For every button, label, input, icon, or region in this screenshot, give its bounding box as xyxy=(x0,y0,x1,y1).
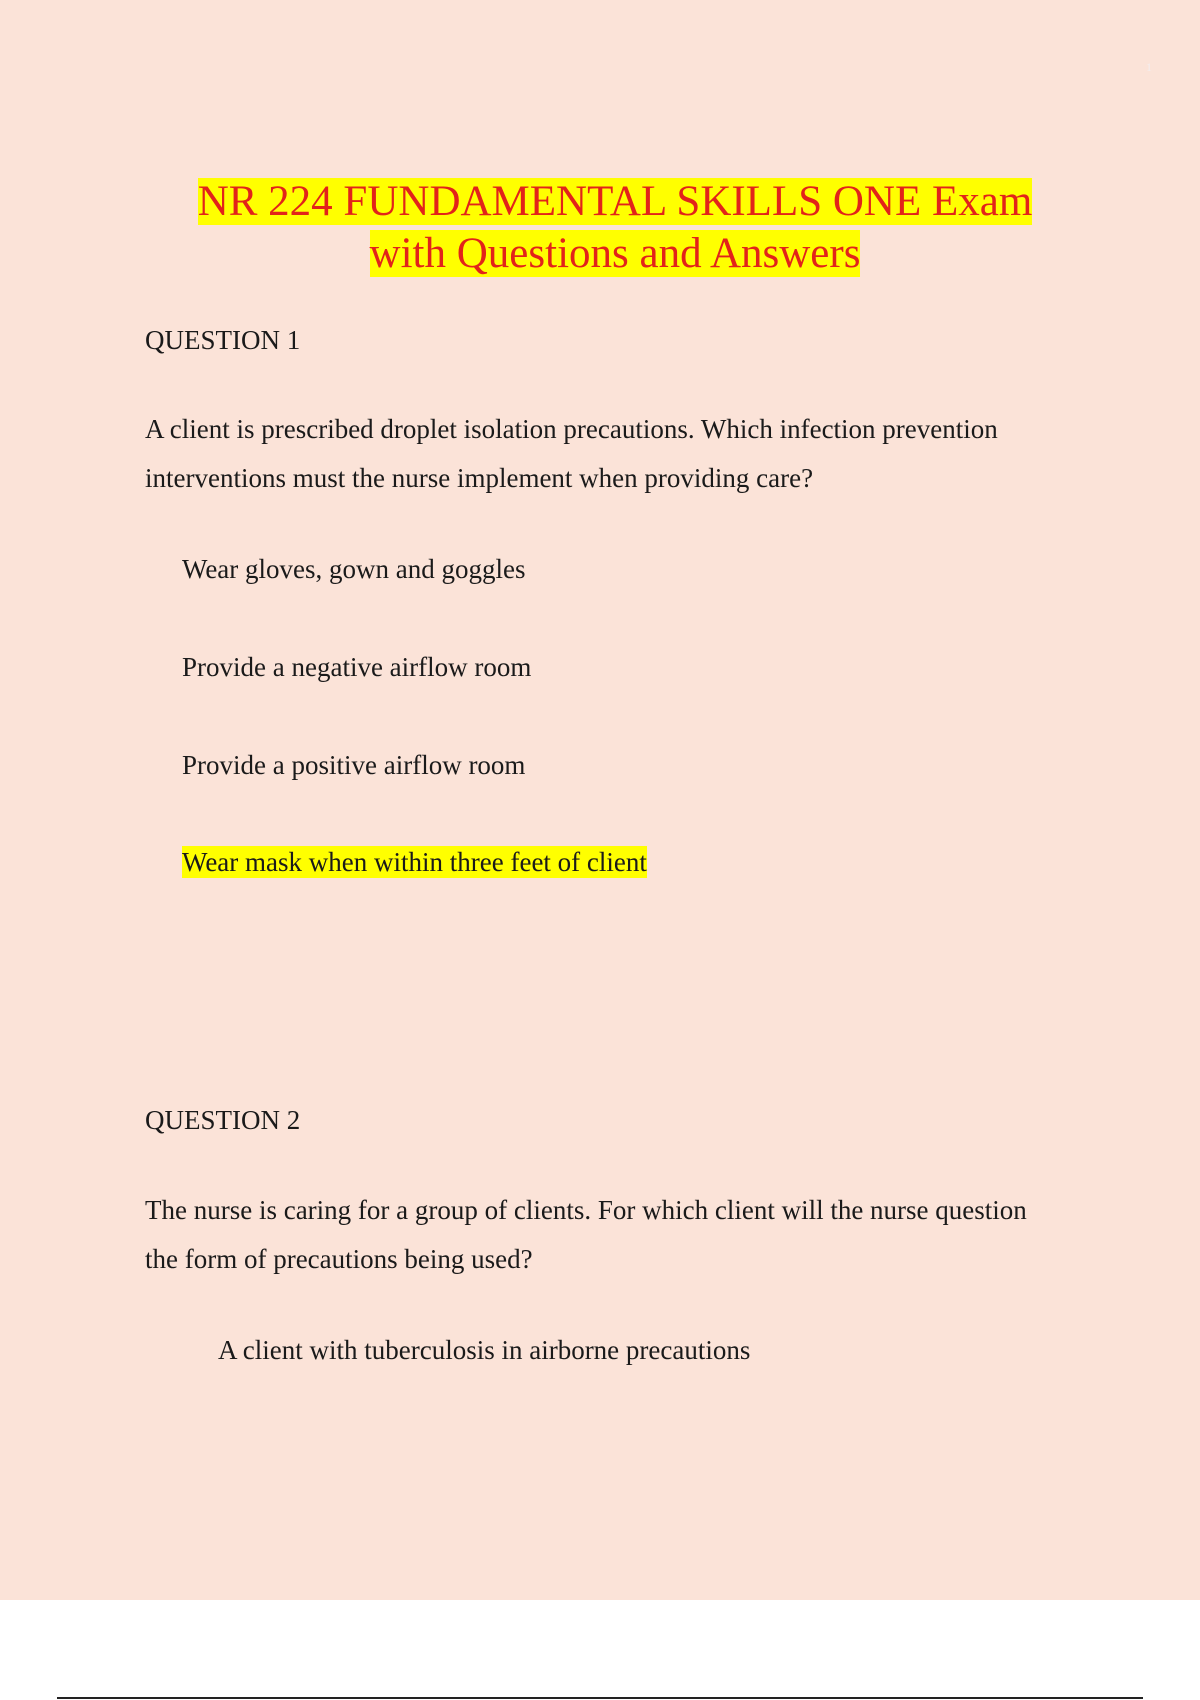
document-title xyxy=(100,176,1130,280)
question-2-option-1: A client with tuberculosis in airborne precautions xyxy=(218,1335,751,1365)
title-line-2: with Questions and Answers xyxy=(369,230,861,277)
question-1-option-2: Provide a negative airflow room xyxy=(182,652,532,682)
question-1-text: A client is prescribed droplet isolation precautions. Which infection prevention interventions must the nurse implement when providing care? xyxy=(145,414,998,493)
question-1-option-1: Wear gloves, gown and goggles xyxy=(182,554,526,584)
question-2-label: QUESTION 2 xyxy=(145,1105,301,1135)
title-line-1: NR 224 FUNDAMENTAL SKILLS ONE Exam xyxy=(197,178,1033,225)
question-2-text: The nurse is caring for a group of clients. For which client will the nurse question the form of precautions being used? xyxy=(145,1195,1027,1274)
question-1-label: QUESTION 1 xyxy=(145,325,301,355)
page-number-mark: 1 xyxy=(1146,60,1152,74)
question-1-option-3: Provide a positive airflow room xyxy=(182,750,526,780)
question-1-option-4-correct-answer: Wear mask when within three feet of client xyxy=(182,847,647,877)
footer-divider-line xyxy=(57,1697,1143,1699)
